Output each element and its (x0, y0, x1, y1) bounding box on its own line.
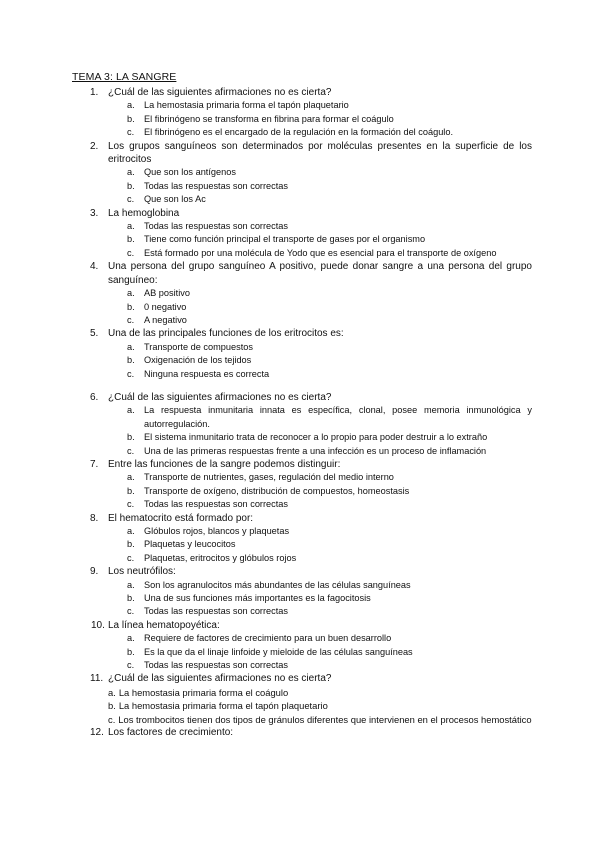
option-a (72, 686, 532, 699)
option-c (108, 126, 532, 139)
option-letter: c. (108, 713, 116, 725)
option-text: Transporte de nutrientes, gases, regulación del medio interno (144, 472, 394, 483)
option-letter: b. (127, 234, 135, 245)
option-letter: b. (127, 355, 135, 366)
document-title: TEMA 3: LA SANGRE (72, 71, 177, 83)
question-text: ¿Cuál de las siguientes afirmaciones no es cierta? (108, 87, 332, 98)
question-text: La línea hematopoyética: (108, 619, 220, 631)
question-text: Una persona del grupo sanguíneo A positivo, puede donar sangre a una persona del grupo sanguíneo: (108, 261, 532, 286)
option-letter: a. (127, 472, 135, 483)
option-b (108, 180, 532, 193)
option-letter: b. (108, 700, 116, 712)
option-letter: a. (127, 526, 135, 536)
option-letter: c. (127, 127, 135, 138)
question-text: ¿Cuál de las siguientes afirmaciones no es cierta? (108, 391, 332, 403)
option-b (108, 113, 532, 126)
option-letter: c. (127, 660, 135, 671)
question-12 (72, 726, 532, 739)
option-text: El fibrinógeno es el encargado de la regulación en la formación del coágulo. (144, 127, 454, 138)
option-text: Plaquetas y leucocitos (144, 539, 236, 550)
question-number: 4. (90, 261, 99, 273)
option-c (108, 605, 532, 618)
question-text: Entre las funciones de la sangre podemos distinguir: (108, 458, 341, 470)
option-b (108, 354, 532, 367)
option-letter: c. (127, 247, 135, 258)
option-text: Una de sus funciones más importantes es la fagocitosis (144, 593, 371, 604)
option-a (108, 632, 532, 645)
option-letter: c. (127, 499, 135, 510)
question-2 (72, 140, 532, 207)
option-letter: b. (127, 180, 135, 191)
option-c (108, 314, 532, 327)
question-number: 11. (90, 673, 104, 685)
option-text: A negativo (144, 314, 187, 325)
question-number: 5. (90, 328, 99, 340)
option-c (108, 247, 532, 260)
option-c (108, 498, 532, 511)
option-letter: c. (127, 445, 135, 456)
question-text: El hematocrito está formado por: (108, 512, 254, 524)
option-c (72, 713, 532, 726)
option-text: Requiere de factores de crecimiento para un buen desarrollo (144, 633, 392, 644)
question-text: Los neutrófilos: (108, 566, 176, 578)
option-list (108, 166, 532, 206)
option-letter: c. (127, 194, 135, 205)
option-text: El fibrinógeno se transforma en fibrina para formar el coágulo (144, 113, 394, 124)
option-letter: a. (127, 341, 135, 352)
option-c (108, 552, 532, 565)
option-list (108, 404, 532, 458)
option-a (108, 99, 532, 112)
option-letter: b. (127, 301, 135, 312)
option-text: Transporte de oxígeno, distribución de compuestos, homeostasis (144, 485, 410, 496)
option-text: Glóbulos rojos, blancos y plaquetas (144, 526, 290, 536)
option-letter: c. (127, 552, 135, 563)
option-letter: b. (127, 539, 135, 550)
option-text: Tiene como función principal el transporte de gases por el organismo (144, 234, 426, 245)
question-number: 6. (90, 391, 99, 403)
option-text: AB positivo (144, 288, 190, 299)
option-list (108, 632, 532, 672)
question-number: 1. (90, 87, 99, 98)
option-b (72, 699, 532, 712)
option-a (108, 341, 532, 354)
question-7 (72, 458, 532, 512)
question-list (72, 86, 532, 740)
option-text: Está formado por una molécula de Yodo que es esencial para el transporte de oxígeno (144, 247, 497, 258)
option-text: Todas las respuestas son correctas (144, 606, 289, 617)
option-c (108, 445, 532, 458)
option-a (108, 166, 532, 179)
option-letter: b. (127, 432, 135, 443)
option-text: Que son los Ac (144, 194, 206, 205)
option-list (108, 341, 532, 381)
option-letter: a. (127, 167, 135, 178)
question-number: 9. (90, 566, 99, 578)
option-letter: b. (127, 646, 135, 657)
question-number: 12. (90, 727, 104, 739)
question-text: Una de las principales funciones de los eritrocitos es: (108, 328, 344, 340)
option-text: Los trombocitos tienen dos tipos de gránulos diferentes que intervienen en el procesos hemostático (118, 713, 532, 725)
question-number: 3. (90, 207, 99, 219)
option-text: La hemostasia primaria forma el tapón plaquetario (118, 700, 328, 712)
option-b (108, 538, 532, 551)
question-number: 8. (90, 512, 99, 524)
question-1 (72, 86, 532, 140)
option-letter: a. (127, 405, 135, 416)
option-list (108, 220, 532, 260)
option-letter: a. (127, 288, 135, 299)
option-b (108, 592, 532, 605)
question-text: Los grupos sanguíneos son determinados por moléculas presentes en la superficie de los eritrocitos (108, 140, 532, 166)
question-number: 10. (91, 619, 105, 631)
option-b (108, 431, 532, 444)
option-list (108, 579, 532, 619)
option-a (108, 404, 532, 431)
option-text: Ninguna respuesta es correcta (144, 368, 270, 379)
option-text: El sistema inmunitario trata de reconocer a lo propio para poder destruir a lo extraño (144, 432, 488, 443)
option-text: Plaquetas, eritrocitos y glóbulos rojos (144, 552, 297, 563)
question-11 (72, 672, 532, 685)
option-a (108, 287, 532, 300)
option-text: Es la que da el linaje linfoide y mieloide de las células sanguíneas (144, 646, 413, 657)
option-list (108, 99, 532, 139)
option-letter: b. (127, 485, 135, 496)
question-text: Los factores de crecimiento: (108, 727, 234, 739)
spacer (72, 381, 532, 391)
question-6 (72, 391, 532, 458)
option-text: Son los agranulocitos más abundantes de las células sanguíneas (144, 579, 411, 590)
option-text: Que son los antígenos (144, 167, 236, 178)
option-a (108, 525, 532, 538)
option-text: La hemostasia primaria forma el coágulo (118, 686, 289, 698)
question-text: La hemoglobina (108, 207, 180, 219)
option-text: Transporte de compuestos (144, 341, 253, 352)
option-b (108, 646, 532, 659)
option-text: La respuesta inmunitaria innata es específica, clonal, posee memoria inmunológica y autorregulación. (144, 405, 532, 429)
option-text: Todas las respuestas son correctas (144, 660, 289, 671)
option-a (108, 471, 532, 484)
question-text: ¿Cuál de las siguientes afirmaciones no es cierta? (108, 673, 332, 685)
option-letter: c. (127, 368, 135, 379)
option-letter: c. (127, 606, 135, 617)
option-a (108, 579, 532, 592)
option-letter: a. (127, 633, 135, 644)
option-text: Todas las respuestas son correctas (144, 499, 289, 510)
question-5 (72, 327, 532, 381)
option-c (108, 659, 532, 672)
option-letter: a. (108, 686, 116, 698)
option-list (108, 471, 532, 511)
question-10 (72, 619, 532, 673)
question-4 (72, 260, 532, 327)
question-9 (72, 565, 532, 619)
option-letter: a. (127, 221, 135, 232)
option-c (108, 193, 532, 206)
option-b (108, 485, 532, 498)
option-c (108, 368, 532, 381)
question-number: 2. (90, 140, 99, 152)
option-text: 0 negativo (144, 301, 187, 312)
option-letter: b. (127, 593, 135, 604)
option-list (108, 287, 532, 327)
option-letter: a. (127, 100, 135, 111)
option-text: Todas las respuestas son correctas (144, 180, 289, 191)
option-b (108, 301, 532, 314)
question-3 (72, 207, 532, 261)
question-number: 7. (90, 458, 99, 470)
option-text: Una de las primeras respuestas frente a una infección es un proceso de inflamación (144, 445, 487, 456)
option-letter: a. (127, 579, 135, 590)
option-letter: c. (127, 314, 135, 325)
option-text: La hemostasia primaria forma el tapón plaquetario (144, 100, 349, 111)
option-letter: b. (127, 113, 135, 124)
option-b (108, 233, 532, 246)
option-a (108, 220, 532, 233)
question-8 (72, 512, 532, 566)
option-text: Oxigenación de los tejidos (144, 355, 252, 366)
option-list (108, 525, 532, 565)
option-text: Todas las respuestas son correctas (144, 221, 289, 232)
